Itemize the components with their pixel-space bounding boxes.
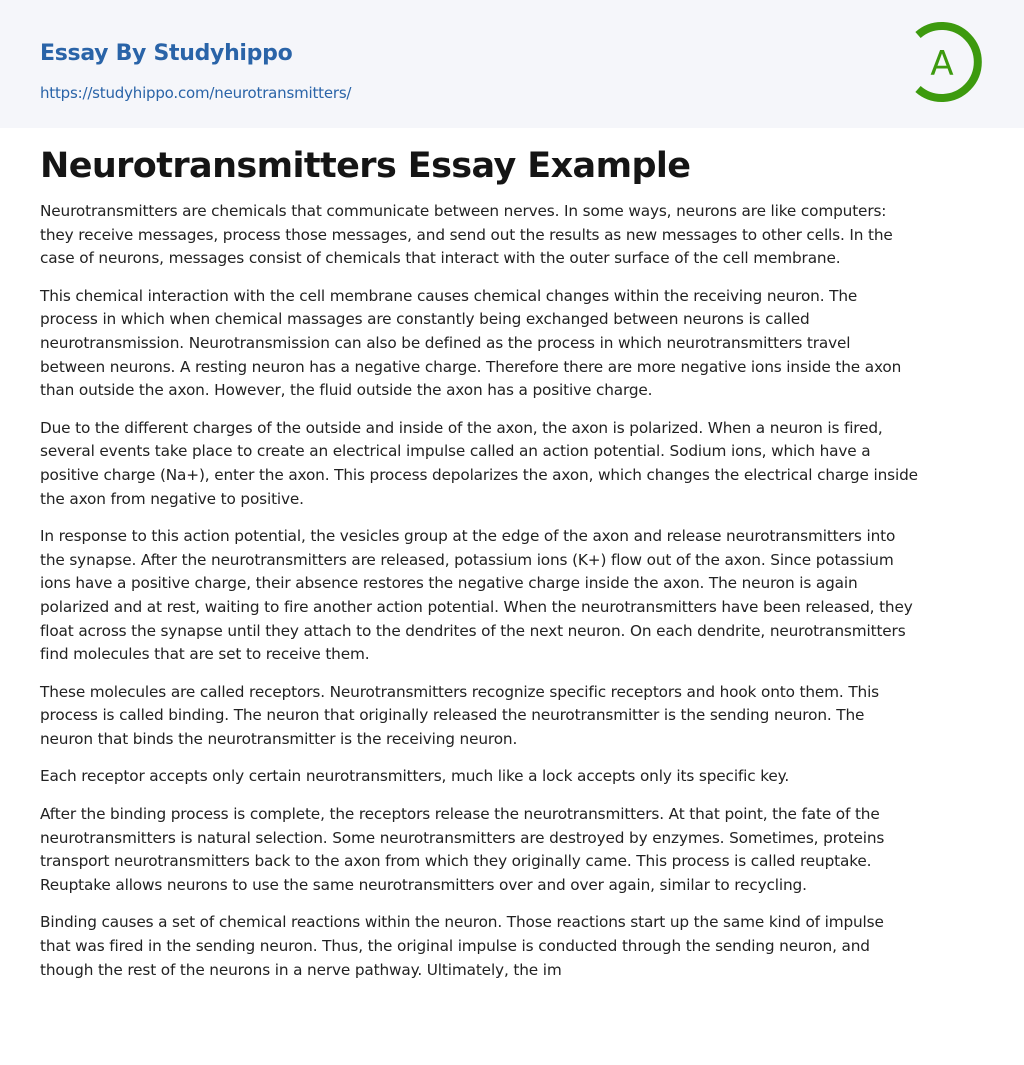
essay-paragraph	[40, 681, 990, 752]
paragraph-line: After the binding process is complete, the receptors release the neurotransmitters. At that point, the fate of the	[40, 805, 880, 824]
page-title: Neurotransmitters Essay Example	[40, 146, 691, 186]
essay-paragraph	[40, 803, 990, 897]
paragraph-line: Each receptor accepts only certain neurotransmitters, much like a lock accepts only its specific key.	[40, 767, 790, 786]
site-header	[0, 0, 1024, 128]
paragraph-line: polarized and at rest, waiting to fire another action potential. When the neurotransmitters have been released, they	[40, 597, 913, 616]
paragraph-line: process is called binding. The neuron that originally released the neurotransmitter is the sending neuron. The	[40, 706, 865, 725]
essay-paragraph	[40, 285, 990, 403]
paragraph-line: transport neurotransmitters back to the axon from which they originally came. This process is called reuptake.	[40, 852, 872, 871]
paragraph-line: ions have a positive charge, their absence restores the negative charge inside the axon. The neuron is again	[40, 574, 858, 593]
essay-paragraph	[40, 200, 990, 271]
paragraph-line: process in which when chemical massages are constantly being exchanged between neurons is called	[40, 310, 810, 329]
paragraph-line: In response to this action potential, the vesicles group at the edge of the axon and release neurotransmitters into	[40, 527, 896, 546]
site-title-link[interactable]: Essay By Studyhippo	[40, 41, 293, 66]
essay-paragraph	[40, 525, 990, 667]
essay-url-link[interactable]: https://studyhippo.com/neurotransmitters/	[40, 84, 352, 102]
svg-text:A: A	[930, 44, 954, 84]
paragraph-line: positive charge (Na+), enter the axon. This process depolarizes the axon, which changes the electrical charge inside	[40, 465, 918, 484]
paragraph-line: neuron that binds the neurotransmitter is the receiving neuron.	[40, 729, 518, 748]
paragraph-line: the axon from negative to positive.	[40, 489, 304, 508]
paragraph-line: These molecules are called receptors. Neurotransmitters recognize specific receptors and hook onto them. This	[40, 682, 879, 701]
paragraph-line: though the rest of the neurons in a nerve pathway. Ultimately, the im	[40, 960, 562, 979]
paragraph-line: case of neurons, messages consist of chemicals that interact with the outer surface of the cell membrane.	[40, 249, 841, 268]
studyhippo-logo-icon[interactable]	[904, 19, 988, 105]
essay-body	[40, 200, 990, 996]
paragraph-line: they receive messages, process those messages, and send out the results as new messages to other cells. In the	[40, 225, 893, 244]
paragraph-line: that was fired in the sending neuron. Thus, the original impulse is conducted through the sending neuron, and	[40, 937, 870, 956]
paragraph-line: Reuptake allows neurons to use the same neurotransmitters over and over again, similar to recycling.	[40, 875, 807, 894]
essay-paragraph	[40, 911, 990, 982]
essay-paragraph	[40, 417, 990, 511]
paragraph-line: than outside the axon. However, the fluid outside the axon has a positive charge.	[40, 381, 653, 400]
paragraph-line: Neurotransmitters are chemicals that communicate between nerves. In some ways, neurons are like computers:	[40, 202, 887, 220]
paragraph-line: several events take place to create an electrical impulse called an action potential. Sodium ions, which have a	[40, 442, 871, 461]
paragraph-line: float across the synapse until they attach to the dendrites of the next neuron. On each dendrite, neurotransmitters	[40, 621, 906, 640]
paragraph-line: neurotransmitters is natural selection. Some neurotransmitters are destroyed by enzymes. Sometimes, proteins	[40, 828, 885, 847]
paragraph-line: neurotransmission. Neurotransmission can also be defined as the process in which neurotransmitters travel	[40, 333, 851, 352]
paragraph-line: Binding causes a set of chemical reactions within the neuron. Those reactions start up the same kind of impulse	[40, 913, 884, 932]
paragraph-line: This chemical interaction with the cell membrane causes chemical changes within the receiving neuron. The	[40, 286, 858, 305]
paragraph-line: Due to the different charges of the outside and inside of the axon, the axon is polarized. When a neuron is fired,	[40, 418, 883, 437]
paragraph-line: find molecules that are set to receive them.	[40, 645, 370, 664]
essay-paragraph	[40, 765, 990, 789]
paragraph-line: the synapse. After the neurotransmitters are released, potassium ions (K+) flow out of the axon. Since potassium	[40, 550, 894, 569]
paragraph-line: between neurons. A resting neuron has a negative charge. Therefore there are more negative ions inside the axon	[40, 357, 902, 376]
